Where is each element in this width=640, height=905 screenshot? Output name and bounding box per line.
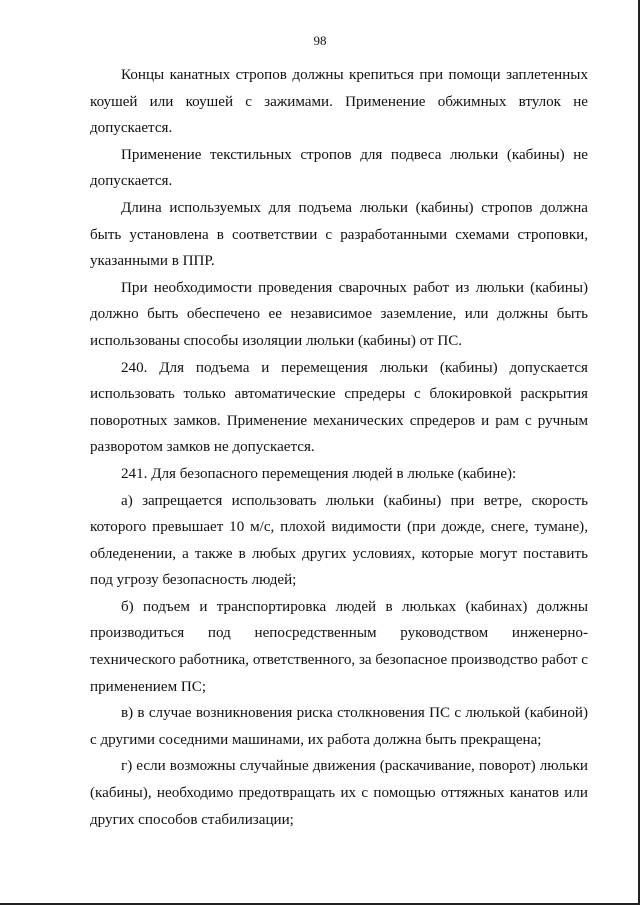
paragraph-rope-ends: Концы канатных стропов должны крепиться при помощи заплетенных коушей или коушей с зажимами. Применение обжимных втулок не допускается. <box>90 67 588 137</box>
paragraph-item-240: 240. Для подъема и перемещения люльки (кабины) допускается использовать только автоматические спредеры с блокировкой раскрытия поворотных замков. Применение механических спредеров и рам с ручным разворотом замков не допускается. <box>90 359 588 456</box>
paragraph-item-241: 241. Для безопасного перемещения людей в люльке (кабине): <box>121 465 517 482</box>
page-number: 98 <box>313 33 327 48</box>
paragraph-241-v: в) в случае возникновения риска столкновения ПС с люлькой (кабиной) с другими соседними машинами, их работа должна быть прекращена; <box>90 705 588 748</box>
document-body <box>90 62 588 833</box>
paragraph-welding-grounding: При необходимости проведения сварочных работ из люльки (кабины) должно быть обеспечено ее независимое заземление, или должны быть использованы способы изоляции люльки (кабины) от ПС. <box>90 279 588 349</box>
paragraph-241-b: б) подъем и транспортировка людей в люльках (кабинах) должны производиться под непосредственным руководством инженерно-технического работника, ответственного, за безопасное производство работ с применением ПС; <box>90 598 588 695</box>
paragraph-241-a: а) запрещается использовать люльки (кабины) при ветре, скорость которого превышает 10 м/с, плохой видимости (при дожде, снеге, тумане), обледенении, а также в любых других условиях, которые могут поставить под угрозу безопасность людей; <box>90 492 588 589</box>
paragraph-textile-slings: Применение текстильных стропов для подвеса люльки (кабины) не допускается. <box>90 146 588 190</box>
paragraph-sling-length: Длина используемых для подъема люльки (кабины) стропов должна быть установлена в соответствии с разработанными схемами строповки, указанными в ППР. <box>90 199 588 270</box>
paragraph-241-g: г) если возможны случайные движения (раскачивание, поворот) люльки (кабины), необходимо предотвращать их с помощью оттяжных канатов или других способов стабилизации; <box>90 758 588 828</box>
